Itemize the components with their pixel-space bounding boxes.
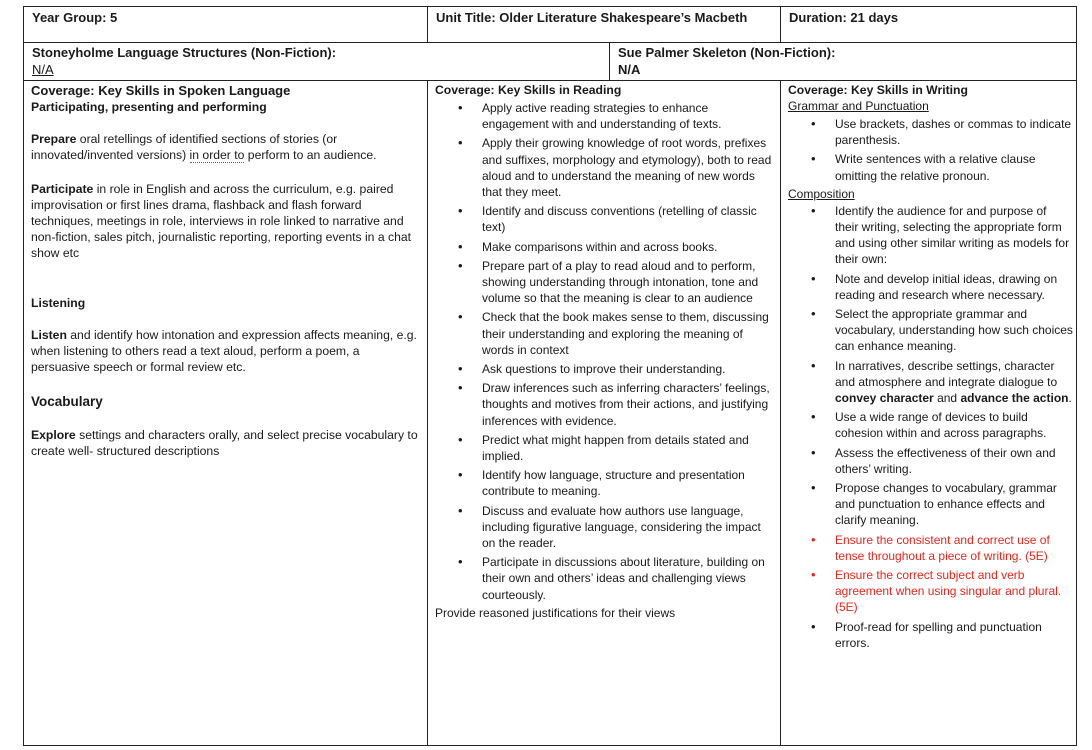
composition-item-dialogue	[788, 358, 1073, 407]
prepare-keyword: Prepare	[31, 132, 77, 146]
listen-keyword: Listen	[31, 328, 67, 342]
reading-item: • Discuss and evaluate how authors use language, including figurative language, considering the impact on the reader.	[435, 503, 775, 552]
reading-cell	[427, 80, 781, 746]
listening-heading: Listening	[31, 296, 86, 310]
reading-item: • Identify how language, structure and presentation contribute to meaning.	[435, 467, 775, 499]
year-group-cell	[23, 6, 428, 43]
composition-item-red: • Ensure the correct subject and verb agreement when using singular and plural. (5E)	[788, 567, 1073, 616]
comp-4d: advance the action	[960, 391, 1069, 406]
spoken-title: Coverage: Key Skills in Spoken Language	[31, 83, 291, 98]
composition-item-red: • Ensure the consistent and correct use of tense throughout a piece of writing. (5E)	[788, 532, 1073, 564]
reading-item: • Apply their growing knowledge of root words, prefixes and suffixes, morphology and etymology), both to read aloud and to understand the meaning of new words that they meet.	[435, 135, 775, 200]
prepare-text-2: perform to an audience.	[244, 148, 377, 162]
composition-item: • Propose changes to vocabulary, grammar and punctuation to enhance effects and clarify meaning.	[788, 480, 1073, 529]
composition-list	[788, 203, 1073, 651]
duration: Duration: 21 days	[789, 10, 899, 25]
participate-keyword: Participate	[31, 182, 94, 196]
composition-item: • Identify the audience for and purpose of their writing, selecting the appropriate form and using other similar writing as models for their own:	[788, 203, 1073, 268]
explore-text: settings and characters orally, and select precise vocabulary to create well- structured descriptions	[31, 428, 418, 458]
grammar-list	[788, 116, 1073, 184]
reading-item: • Predict what might happen from details stated and implied.	[435, 432, 775, 464]
reading-list	[435, 100, 775, 603]
reading-item: • Check that the book makes sense to them, discussing their understanding and exploring the meaning of words in context	[435, 309, 775, 358]
grammar-heading: Grammar and Punctuation	[788, 99, 929, 113]
reading-footer: Provide reasoned justifications for their views	[435, 605, 676, 620]
reading-item: • Ask questions to improve their understanding.	[435, 361, 775, 377]
prepare-text-1: oral retellings of identified sections of stories (or innovated/invented versions)	[31, 132, 338, 162]
duration-cell	[780, 6, 1077, 43]
spoken-language-cell	[23, 80, 428, 746]
palmer-value: N/A	[618, 62, 641, 77]
palmer-cell	[609, 42, 1077, 81]
composition-item: • Note and develop initial ideas, drawing on reading and research where necessary.	[788, 271, 1073, 303]
comp-4a: In narratives, describe settings, character and atmosphere and integrate dialogue to	[835, 358, 1058, 389]
composition-item: • Select the appropriate grammar and vocabulary, understanding how such choices can enhance meaning.	[788, 306, 1073, 355]
comp-4b: convey character	[835, 391, 934, 406]
listen-paragraph	[31, 327, 421, 375]
participate-text: in role in English and across the curriculum, e.g. paired improvisation or first lines drama, flashback and flash forward techniques, meetings in role, interviews in role linked to narrative and non-fiction, sales pitch, journalistic reporting, reporting events in a chat show etc	[31, 182, 412, 260]
reading-title: Coverage: Key Skills in Reading	[435, 83, 622, 97]
writing-cell	[780, 80, 1077, 746]
spoken-subtitle: Participating, presenting and performing	[31, 100, 267, 114]
reading-item: • Identify and discuss conventions (retelling of classic text)	[435, 203, 775, 235]
unit-title: Unit Title: Older Literature Shakespeare’s Macbeth	[436, 10, 748, 25]
writing-title: Coverage: Key Skills in Writing	[788, 83, 968, 97]
stoneyholme-label: Stoneyholme Language Structures (Non-Fiction):	[32, 45, 337, 60]
composition-item: • Proof-read for spelling and punctuation errors.	[788, 619, 1073, 651]
reading-item: • Draw inferences such as inferring characters’ feelings, thoughts and motives from their actions, and justifying inferences with evidence.	[435, 380, 775, 429]
reading-item: • Prepare part of a play to read aloud and to perform, showing understanding through intonation, tone and volume so that the meaning is clear to an audience	[435, 258, 775, 307]
prepare-text-dotted: in order to	[189, 148, 245, 162]
stoneyholme-value: N/A	[32, 62, 54, 77]
explore-keyword: Explore	[31, 428, 76, 442]
composition-item: • Assess the effectiveness of their own and others’ writing.	[788, 445, 1073, 477]
reading-item: • Make comparisons within and across books.	[435, 239, 775, 255]
year-group: Year Group: 5	[32, 10, 118, 25]
explore-paragraph	[31, 427, 421, 459]
composition-heading: Composition	[788, 186, 855, 201]
vocabulary-heading: Vocabulary	[31, 394, 103, 409]
comp-4c: and	[933, 391, 961, 406]
palmer-label: Sue Palmer Skeleton (Non-Fiction):	[618, 45, 836, 60]
participate-paragraph	[31, 181, 421, 261]
unit-title-cell	[427, 6, 781, 43]
reading-item: • Apply active reading strategies to enhance engagement with and understanding of texts.	[435, 100, 775, 132]
comp-4e: .	[1068, 391, 1072, 406]
grammar-item: • Use brackets, dashes or commas to indicate parenthesis.	[788, 116, 1073, 148]
composition-item: • Use a wide range of devices to build cohesion within and across paragraphs.	[788, 409, 1073, 441]
grammar-item: • Write sentences with a relative clause omitting the relative pronoun.	[788, 151, 1073, 183]
prepare-paragraph	[31, 131, 421, 163]
stoneyholme-cell	[23, 42, 610, 81]
reading-item: • Participate in discussions about literature, building on their own and others’ ideas and challenging views courteously.	[435, 554, 775, 603]
listen-text: and identify how intonation and expression affects meaning, e.g. when listening to others read a text aloud, perform a poem, a persuasive speech or formal review etc.	[31, 328, 417, 374]
